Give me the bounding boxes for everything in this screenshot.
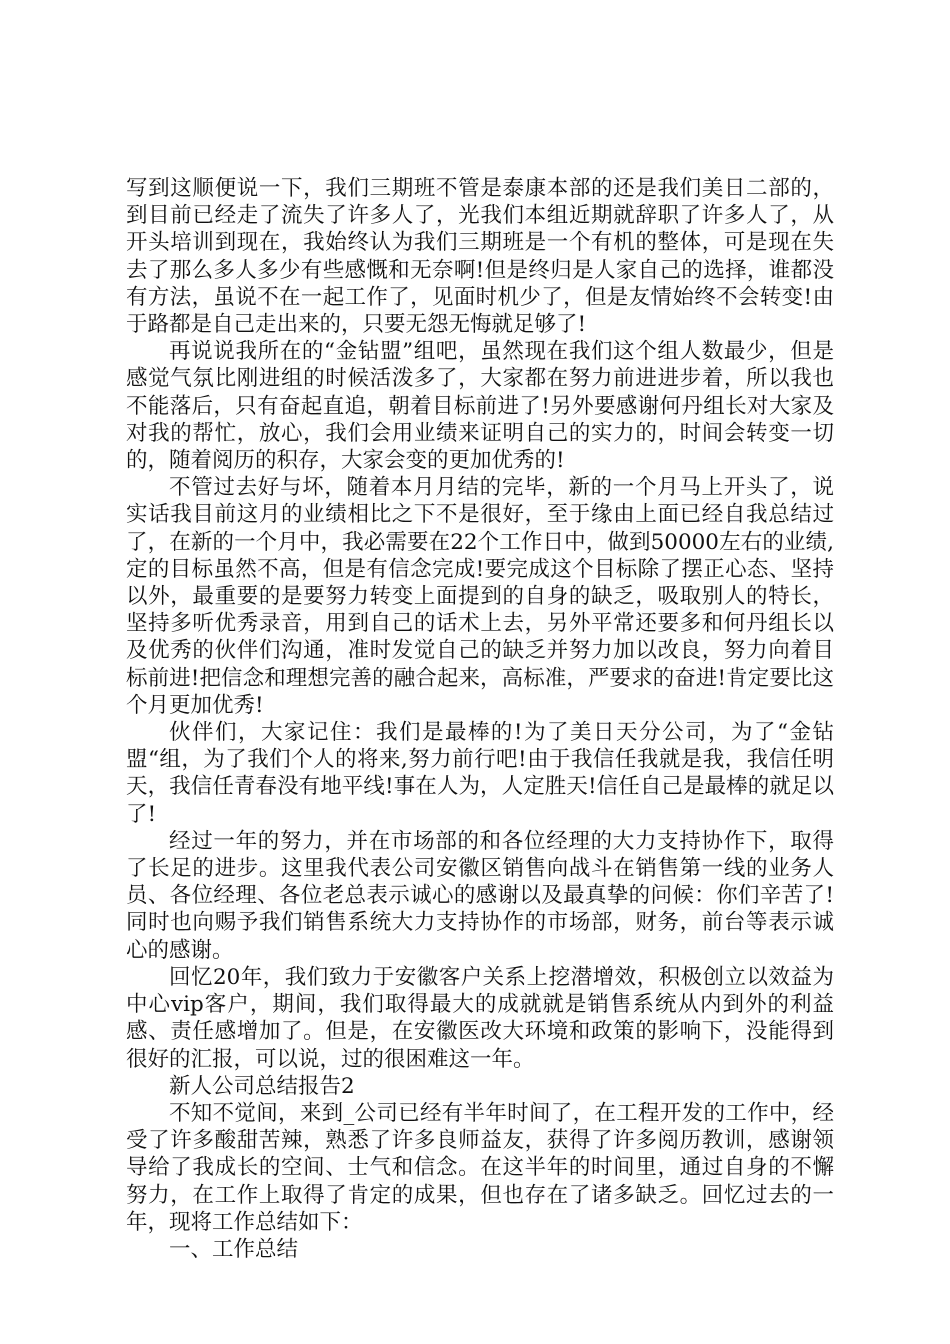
paragraph-2: 再说说我所在的“金钻盟”组吧，虽然现在我们这个组人数最少，但是感觉气氛比刚进组的时候活泼多了，大家都在努力前进进步着，所以我也不能落后，只有奋起直追，朝着目标前进了!另外要感谢何丹组长对大家及对我的帮忙，放心，我们会用业绩来证明自己的实力的，时间会转变一切的，随着阅历的积存，大家会变的更加优秀的! [126, 339, 834, 474]
section-heading: 一、工作总结 [169, 1236, 299, 1262]
paragraph-4: 伙伴们，大家记住：我们是最棒的!为了美日天分公司，为了“金钻盟“组，为了我们个人的将来,努力前行吧!由于我信任我就是我，我信任明天，我信任青春没有地平线!事在人为，人定胜天!信任自己是最棒的就足以了! [126, 720, 834, 827]
paragraph-1: 写到这顺便说一下，我们三期班不管是泰康本部的还是我们美日二部的，到目前已经走了流失了许多人了，光我们本组近期就辞职了许多人了，从开头培训到现在，我始终认为我们三期班是一个有机的整体，可是现在失去了那么多人多少有些感慨和无奈啊!但是终归是人家自己的选择，谁都没有方法，虽说不在一起工作了，见面时机少了，但是友情始终不会转变!由于路都是自己走出来的，只要无怨无悔就足够了! [126, 176, 834, 338]
document-body [126, 175, 834, 1263]
paragraph-3: 不管过去好与坏，随着本月月结的完毕，新的一个月马上开头了，说实话我目前这月的业绩相比之下不是很好，至于缘由上面已经自我总结过了，在新的一个月中，我必需要在22个工作日中，做到50000左右的业绩,定的目标虽然不高，但是有信念完成!要完成这个目标除了摆正心态、坚持以外，最重要的是要努力转变上面提到的自身的缺乏，吸取别人的特长，坚持多听优秀录音，用到自己的话术上去，另外平常还要多和何丹组长以及优秀的伙伴们沟通，准时发觉自己的缺乏并努力加以改良，努力向着目标前进!把信念和理想完善的融合起来，高标准，严要求的奋进!肯定要比这个月更加优秀! [126, 475, 834, 718]
paragraph-7: 不知不觉间，来到_公司已经有半年时间了，在工程开发的工作中，经受了许多酸甜苦辣，熟悉了许多良师益友，获得了许多阅历教训，感谢领导给了我成长的空间、士气和信念。在这半年的时间里，通过自身的不懈努力，在工作上取得了肯定的成果，但也存在了诸多缺乏。回忆过去的一年，现将工作总结如下： [126, 1100, 834, 1235]
paragraph-6: 回忆20年，我们致力于安徽客户关系上挖潜增效，积极创立以效益为中心vip客户，期间，我们取得最大的成就就是销售系统从内到外的利益感、责任感增加了。但是，在安徽医改大环境和政策的影响下，没能得到很好的汇报，可以说，过的很困难这一年。 [126, 964, 834, 1072]
report-title: 新人公司总结报告2 [169, 1073, 355, 1099]
paragraph-5: 经过一年的努力，并在市场部的和各位经理的大力支持协作下，取得了长足的进步。这里我代表公司安徽区销售向战斗在销售第一线的业务人员、各位经理、各位老总表示诚心的感谢以及最真挚的问候：你们辛苦了!同时也向赐予我们销售系统大力支持协作的市场部，财务，前台等表示诚心的感谢。 [126, 828, 834, 963]
